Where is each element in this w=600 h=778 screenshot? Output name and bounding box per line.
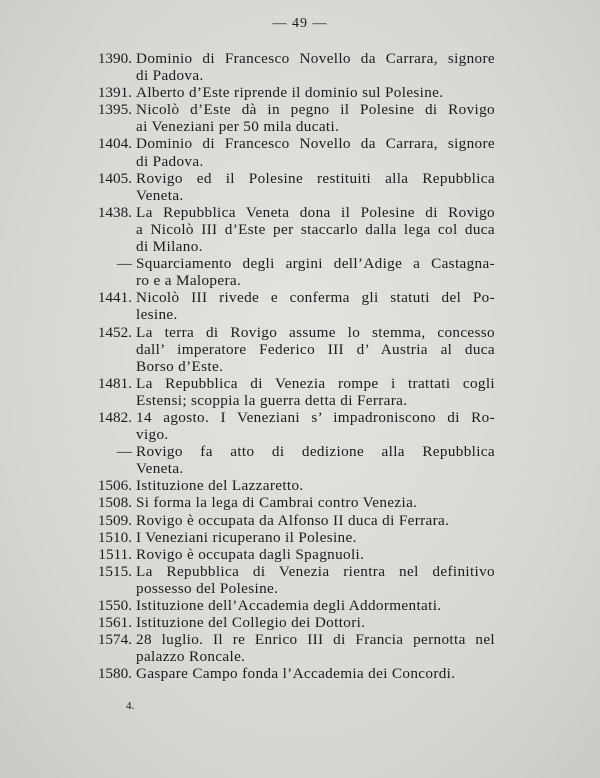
entry-line: Veneta. <box>136 186 184 204</box>
entry-year: 1405. <box>97 169 132 187</box>
entry-line: Dominio di Francesco Novello da Carrara, signore <box>136 50 495 67</box>
entry-text <box>136 597 495 614</box>
chronology-list <box>80 50 495 682</box>
entry-line: ro e a Malopera. <box>136 272 242 290</box>
entry-line: possesso del Polesine. <box>136 579 279 597</box>
chronology-entry <box>80 477 495 494</box>
entry-year: 1390. <box>97 50 132 67</box>
entry-line: Gaspare Campo fonda l’Accademia dei Concordi. <box>136 665 456 683</box>
entry-line: 28 luglio. Il re Enrico III di Francia pernotta nel <box>136 631 495 649</box>
chronology-entry <box>80 665 495 682</box>
entry-text <box>136 631 495 665</box>
entry-year: 1481. <box>97 374 132 392</box>
signature-mark: 4. <box>126 700 135 712</box>
entry-text <box>136 289 495 323</box>
entry-year: 1561. <box>97 614 132 632</box>
entry-text <box>136 665 495 682</box>
entry-text <box>136 170 495 204</box>
entry-line: La Repubblica di Venezia rientra nel definitivo <box>136 562 495 580</box>
entry-year: 1510. <box>97 528 132 546</box>
entry-line: ai Veneziani per 50 mila ducati. <box>136 118 340 136</box>
entry-year: 1395. <box>97 101 132 119</box>
chronology-entry <box>80 494 495 511</box>
entry-line: La terra di Rovigo assume lo stemma, concesso <box>136 323 495 341</box>
entry-text <box>136 477 495 494</box>
entry-year: 1550. <box>97 597 132 614</box>
entry-year: 1509. <box>97 511 132 529</box>
entry-line: Dominio di Francesco Novello da Carrara, signore <box>136 135 495 153</box>
entry-text <box>136 529 495 546</box>
entry-year: 1404. <box>97 135 132 153</box>
entry-text <box>136 443 495 477</box>
chronology-entry <box>80 50 495 84</box>
entry-year: 1438. <box>97 203 132 221</box>
entry-year: 1391. <box>97 84 132 102</box>
chronology-entry <box>80 512 495 529</box>
chronology-entry <box>80 101 495 135</box>
chronology-entry <box>80 324 495 375</box>
entry-year: 1511. <box>98 545 132 563</box>
entry-line: vigo. <box>136 426 169 444</box>
chronology-entry <box>80 546 495 563</box>
entry-text <box>136 409 495 443</box>
entry-text <box>136 563 495 597</box>
entry-line: Nicolò III rivede e conferma gli statuti del Po- <box>136 289 495 307</box>
entry-line: Borso d’Este. <box>136 357 224 375</box>
entry-year: 1441. <box>97 289 132 307</box>
entry-year: 1482. <box>97 408 132 426</box>
entry-line: dall’ imperatore Federico III d’ Austria al duca <box>136 340 495 358</box>
entry-year: 1506. <box>97 477 132 495</box>
entry-text <box>136 135 495 169</box>
entry-line: di Milano. <box>136 238 203 256</box>
page-number: — 49 — <box>272 16 328 31</box>
chronology-entry <box>80 375 495 409</box>
chronology-entry <box>80 597 495 614</box>
entry-line: Istituzione del Lazzaretto. <box>136 477 304 495</box>
chronology-entry <box>80 135 495 169</box>
entry-line: Rovigo è occupata dagli Spagnuoli. <box>136 545 365 563</box>
entry-line: Estensi; scoppia la guerra detta di Ferrara. <box>136 391 408 409</box>
entry-year: 1580. <box>97 665 132 683</box>
entry-line: palazzo Roncale. <box>136 648 246 666</box>
entry-year: — <box>116 443 132 461</box>
entry-text <box>136 494 495 511</box>
entry-year: 1574. <box>97 631 132 649</box>
entry-line: La Repubblica di Venezia rompe i trattati cogli <box>136 374 495 392</box>
entry-line: di Padova. <box>136 67 204 85</box>
entry-year: 1508. <box>97 494 132 512</box>
entry-year: 1515. <box>97 562 132 580</box>
chronology-entry <box>80 84 495 101</box>
chronology-entry <box>80 614 495 631</box>
entry-text <box>136 204 495 255</box>
entry-text <box>136 375 495 409</box>
entry-year: — <box>116 255 132 273</box>
entry-text <box>136 324 495 375</box>
entry-text <box>136 84 495 101</box>
entry-text <box>136 101 495 135</box>
chronology-entry <box>80 563 495 597</box>
entry-line: Veneta. <box>136 460 184 478</box>
chronology-entry <box>80 409 495 443</box>
entry-line: Istituzione dell’Accademia degli Addormentati. <box>136 597 442 614</box>
entry-year: 1452. <box>97 323 132 341</box>
entry-text <box>136 255 495 289</box>
entry-line: di Padova. <box>136 152 204 170</box>
entry-line: a Nicolò III d’Este per staccarlo dalla lega col duca <box>136 220 495 238</box>
entry-line: I Veneziani ricuperano il Polesine. <box>136 528 357 546</box>
entry-line: Rovigo è occupata da Alfonso II duca di Ferrara. <box>136 511 450 529</box>
chronology-entry <box>80 631 495 665</box>
chronology-entry <box>80 289 495 323</box>
entry-line: Nicolò d’Este dà in pegno il Polesine di Rovigo <box>136 101 495 119</box>
entry-line: Rovigo fa atto di dedizione alla Repubblica <box>136 443 495 461</box>
chronology-entry <box>80 529 495 546</box>
entry-line: lesine. <box>136 306 178 324</box>
entry-text <box>136 546 495 563</box>
entry-text <box>136 512 495 529</box>
entry-line: Si forma la lega di Cambrai contro Venezia. <box>136 494 418 512</box>
entry-line: 14 agosto. I Veneziani s’ impadroniscono di Ro- <box>136 408 495 426</box>
entry-line: Squarciamento degli argini dell’Adige a Castagna- <box>136 255 495 273</box>
entry-line: Rovigo ed il Polesine restituiti alla Repubblica <box>136 169 495 187</box>
entry-line: Alberto d’Este riprende il dominio sul Polesine. <box>136 84 444 102</box>
entry-line: La Repubblica Veneta dona il Polesine di Rovigo <box>136 203 495 221</box>
chronology-entry <box>80 443 495 477</box>
entry-line: Istituzione del Collegio dei Dottori. <box>136 614 366 632</box>
chronology-entry <box>80 170 495 204</box>
chronology-entry <box>80 255 495 289</box>
entry-text <box>136 50 495 84</box>
chronology-entry <box>80 204 495 255</box>
entry-text <box>136 614 495 631</box>
